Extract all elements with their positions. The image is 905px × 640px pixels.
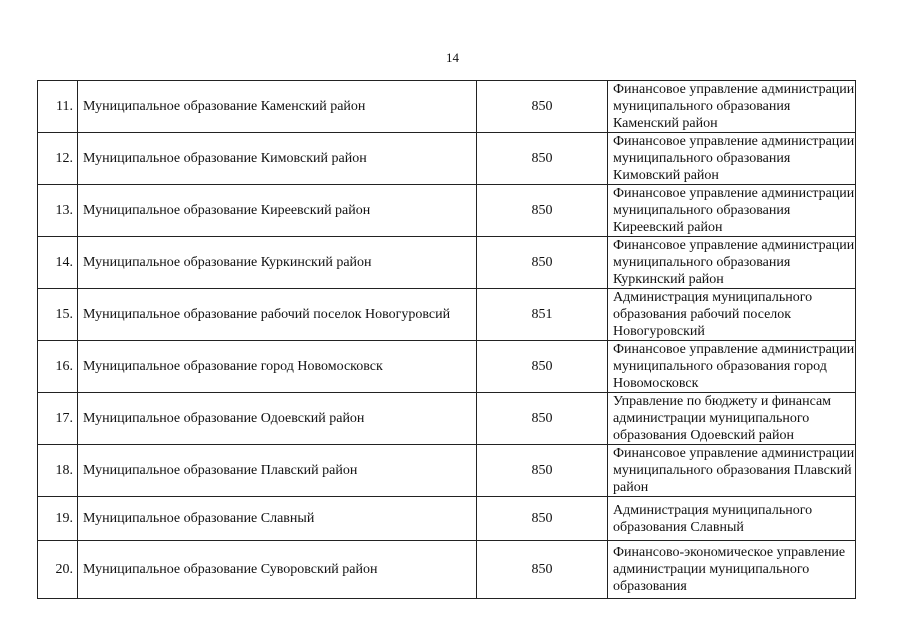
municipality-name: Муниципальное образование Куркинский район xyxy=(78,237,477,289)
table-row xyxy=(38,445,856,497)
row-number: 12. xyxy=(38,133,78,185)
administrator-org: Финансовое управление администрации муниципального образования Куркинский район xyxy=(608,237,856,289)
budget-code: 850 xyxy=(477,237,608,289)
budget-code: 850 xyxy=(477,133,608,185)
budget-code: 850 xyxy=(477,81,608,133)
table-row xyxy=(38,393,856,445)
administrator-org: Финансовое управление администрации муниципального образования город Новомосковск xyxy=(608,341,856,393)
municipality-name: Муниципальное образование Славный xyxy=(78,497,477,541)
administrator-org: Финансовое управление администрации муниципального образования Плавский район xyxy=(608,445,856,497)
administrator-org: Финансовое управление администрации муниципального образования Каменский район xyxy=(608,81,856,133)
municipality-name: Муниципальное образование Одоевский район xyxy=(78,393,477,445)
row-number: 11. xyxy=(38,81,78,133)
budget-code: 850 xyxy=(477,497,608,541)
budget-code: 850 xyxy=(477,341,608,393)
administrator-org: Финансово-экономическое управление администрации муниципального образования xyxy=(608,541,856,599)
row-number: 13. xyxy=(38,185,78,237)
table-row xyxy=(38,185,856,237)
municipality-name: Муниципальное образование Плавский район xyxy=(78,445,477,497)
municipality-name: Муниципальное образование рабочий поселок Новогуровсий xyxy=(78,289,477,341)
municipality-name: Муниципальное образование Киреевский район xyxy=(78,185,477,237)
administrator-org: Финансовое управление администрации муниципального образования Кимовский район xyxy=(608,133,856,185)
row-number: 15. xyxy=(38,289,78,341)
page-number: 14 xyxy=(446,50,459,65)
budget-code: 850 xyxy=(477,445,608,497)
administrator-org: Финансовое управление администрации муниципального образования Киреевский район xyxy=(608,185,856,237)
budget-code: 850 xyxy=(477,185,608,237)
municipality-name: Муниципальное образование город Новомосковск xyxy=(78,341,477,393)
row-number: 20. xyxy=(38,541,78,599)
budget-code: 850 xyxy=(477,541,608,599)
administrator-org: Администрация муниципального образования рабочий поселок Новогуровский xyxy=(608,289,856,341)
table-row xyxy=(38,341,856,393)
table-row xyxy=(38,237,856,289)
budget-code: 850 xyxy=(477,393,608,445)
municipal-table xyxy=(37,80,856,599)
row-number: 14. xyxy=(38,237,78,289)
municipality-name: Муниципальное образование Суворовский район xyxy=(78,541,477,599)
row-number: 17. xyxy=(38,393,78,445)
table-row xyxy=(38,133,856,185)
row-number: 16. xyxy=(38,341,78,393)
municipality-name: Муниципальное образование Кимовский район xyxy=(78,133,477,185)
table-row xyxy=(38,497,856,541)
municipality-name: Муниципальное образование Каменский район xyxy=(78,81,477,133)
table-row xyxy=(38,289,856,341)
table-row xyxy=(38,81,856,133)
row-number: 18. xyxy=(38,445,78,497)
row-number: 19. xyxy=(38,497,78,541)
administrator-org: Управление по бюджету и финансам администрации муниципального образования Одоевский район xyxy=(608,393,856,445)
budget-code: 851 xyxy=(477,289,608,341)
table-row xyxy=(38,541,856,599)
administrator-org: Администрация муниципального образования Славный xyxy=(608,497,856,541)
